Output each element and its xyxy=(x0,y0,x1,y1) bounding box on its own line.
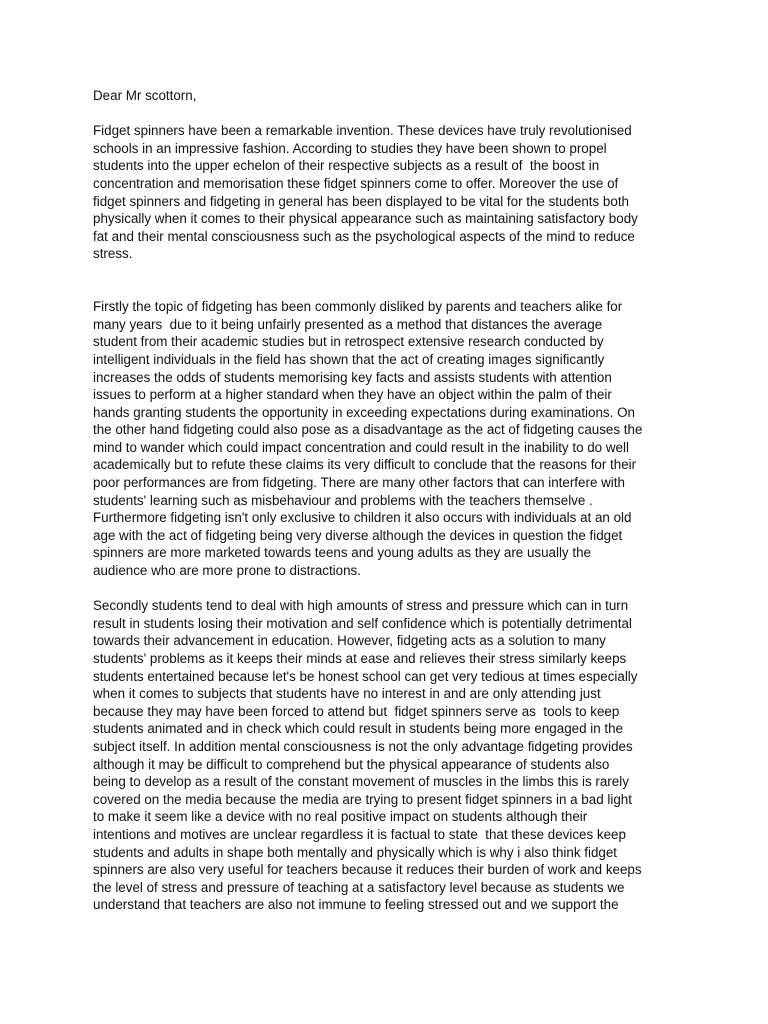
paragraph-line: many years due to it being unfairly presented as a method that distances the average xyxy=(93,316,603,332)
paragraph-line: issues to perform at a higher standard when they have an object within the palm of their xyxy=(93,387,612,403)
paragraph-line: students' problems as it keeps their minds at ease and relieves their stress similarly keeps xyxy=(93,651,627,666)
paragraph-line: Fidget spinners have been a remarkable invention. These devices have truly revolutionised xyxy=(93,123,632,139)
paragraph-line: students into the upper echelon of their respective subjects as a result of the boost in xyxy=(93,158,600,174)
paragraph-line: increases the odds of students memorising key facts and assists students with attention xyxy=(93,369,612,385)
paragraph-line: audience who are more prone to distractions. xyxy=(93,563,361,579)
paragraph-line: mind to wander which could impact concentration and could result in the inability to do well xyxy=(93,439,629,455)
paragraph-line: covered on the media because the media are trying to present fidget spinners in a bad light xyxy=(93,791,632,807)
paragraph-line: the other hand fidgeting could also pose as a disadvantage as the act of fidgeting causes the xyxy=(93,422,643,438)
paragraph-line: subject itself. In addition mental consciousness is not the only advantage fidgeting provides xyxy=(93,738,633,754)
salutation: Dear Mr scottorn, xyxy=(93,88,197,103)
paragraph-2 xyxy=(93,298,683,580)
paragraph-line: to make it seem like a device with no real positive impact on students although their xyxy=(93,809,588,825)
paragraph-line: poor performances are from fidgeting. There are many other factors that can interfere with xyxy=(93,475,625,491)
paragraph-line: hands granting students the opportunity in exceeding expectations during examinations. On xyxy=(93,404,635,420)
paragraph-line: being to develop as a result of the constant movement of muscles in the limbs this is rarely xyxy=(93,774,629,790)
paragraph-line: although it may be difficult to comprehend but the physical appearance of students also xyxy=(93,756,610,772)
paragraph-line: schools in an impressive fashion. According to studies they have been shown to propel xyxy=(93,140,607,156)
paragraph-line: understand that teachers are also not immune to feeling stressed out and we support the xyxy=(93,897,619,913)
paragraph-line: students animated and in check which could result in students being more engaged in the xyxy=(93,721,624,737)
paragraph-line: age with the act of fidgeting being very diverse although the devices in question the fidget xyxy=(93,527,623,543)
paragraph-1 xyxy=(93,122,683,263)
paragraph-line: Furthermore fidgeting isn't only exclusive to children it also occurs with individuals at an old xyxy=(93,510,632,526)
paragraph-line: students and adults in shape both mentally and physically which is why i also think fidget xyxy=(93,844,618,860)
letter-body xyxy=(93,87,683,914)
paragraph-line: towards their advancement in education. However, fidgeting acts as a solution to many xyxy=(93,633,606,649)
paragraph-line: the level of stress and pressure of teaching at a satisfactory level because as students we xyxy=(93,879,625,895)
paragraph-line: fidget spinners and fidgeting in general has been displayed to be vital for the students both xyxy=(93,193,629,209)
paragraph-line: concentration and memorisation these fidget spinners come to offer. Moreover the use of xyxy=(93,175,619,191)
paragraph-line: academically but to refute these claims its very difficult to conclude that the reasons for their xyxy=(93,457,637,473)
paragraph-line: students entertained because let's be honest school can get very tedious at times especially xyxy=(93,668,638,684)
paragraph-line: stress. xyxy=(93,246,133,262)
paragraph-line: fat and their mental consciousness such as the psychological aspects of the mind to reduce xyxy=(93,228,635,244)
paragraph-line: when it comes to subjects that students have no interest in and are only attending just xyxy=(93,686,601,702)
paragraph-line: student from their academic studies but in retrospect extensive research conducted by xyxy=(93,334,604,350)
paragraph-line: because they may have been forced to attend but fidget spinners serve as tools to keep xyxy=(93,703,620,719)
paragraph-line: Secondly students tend to deal with high amounts of stress and pressure which can in turn xyxy=(93,598,629,614)
paragraph-line: spinners are also very useful for teachers because it reduces their burden of work and keeps xyxy=(93,862,642,878)
paragraph-line: physically when it comes to their physical appearance such as maintaining satisfactory body xyxy=(93,211,638,227)
paragraph-line: spinners are more marketed towards teens and young adults as they are usually the xyxy=(93,545,591,561)
paragraph-3 xyxy=(93,597,683,914)
paragraph-line: intelligent individuals in the field has shown that the act of creating images significantly xyxy=(93,351,605,367)
paragraph-line: result in students losing their motivation and self confidence which is potentially detrimental xyxy=(93,615,632,631)
paragraph-line: students' learning such as misbehaviour and problems with the teachers themselve . xyxy=(93,492,593,508)
paragraph-line: intentions and motives are unclear regardless it is factual to state that these devices keep xyxy=(93,826,626,842)
paragraph-line: Firstly the topic of fidgeting has been commonly disliked by parents and teachers alike for xyxy=(93,299,623,315)
